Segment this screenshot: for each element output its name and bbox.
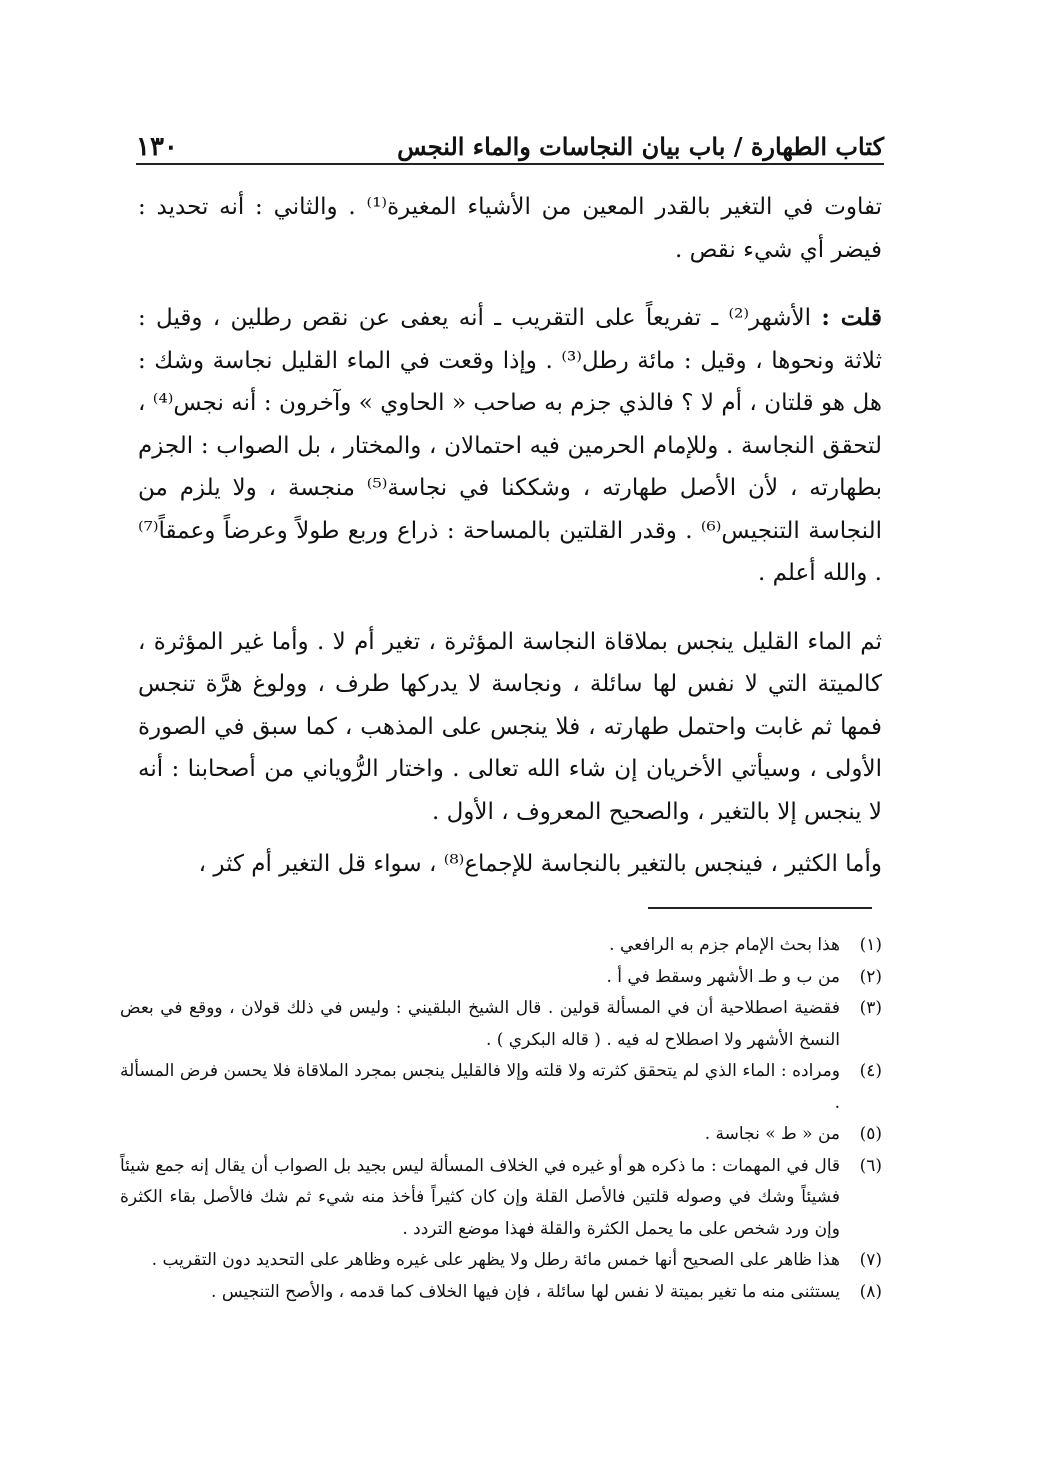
- footnote-text: من « ط » نجاسة .: [704, 1124, 840, 1144]
- footnote: [120, 1151, 882, 1246]
- footnote-number: (٨): [859, 1281, 882, 1302]
- paragraph-text: الأشهر⁽²⁾ ـ تفريعاً على التقريب ـ أنه يعفى عن نقص رطلين ، وقيل : ثلاثة ونحوها ، وقيل : مائة رطل⁽³⁾ . وإذا وقعت في الماء القليل نجاسة وشك : هل هو قلتان ، أم لا ؟ فالذي جزم به صاحب « الحاوي » وآخرون : أنه نجس⁽⁴⁾ ، لتحقق النجاسة . وللإمام الحرمين فيه احتمالان ، والمختار ، بل الصواب : الجزم بطهارته ، لأن الأصل طهارته ، وشككنا في نجاسة⁽⁵⁾ منجسة ، ولا يلزم من النجاسة التنجيس⁽⁶⁾ . وقدر القلتين بالمساحة : ذراع وربع طولاً وعرضاً وعمقاً⁽⁷⁾ . والله أعلم .: [138, 305, 882, 586]
- footnote-number: (٤): [859, 1061, 882, 1081]
- paragraph: [138, 297, 882, 595]
- footnote: [120, 1245, 882, 1277]
- paragraph: [138, 621, 882, 834]
- paragraph: [138, 186, 882, 271]
- footnote-text: يستثنى منه ما تغير بميتة لا نفس لها سائلة ، فإن فيها الخلاف كما قدمه ، والأصح التنجيس .: [211, 1281, 840, 1302]
- footnote-text: قال في المهمات : ما ذكره هو أو غيره في الخلاف المسألة ليس بجيد بل الصواب أن يقال إنه جمع شيئاً فشيئاً وشك في وصوله قلتين فالأصل القلة وإن كان كثيراً فأخذ منه شيء ثم شك فالأصل بقاء الكثرة وإن ورد شخص على ما يحمل الكثرة والقلة فهذا موضع التردد .: [120, 1155, 840, 1239]
- footnote: [120, 930, 882, 962]
- footnote: [120, 993, 882, 1056]
- paragraph-text: تفاوت في التغير بالقدر المعين من الأشياء المغيرة⁽¹⁾ . والثاني : أنه تحديد : فيضر أي شيء نقص .: [138, 194, 882, 263]
- footnotes: [120, 930, 882, 1308]
- footnote-text: هذا بحث الإمام جزم به الرافعي .: [609, 935, 840, 955]
- page-number: ١٣٠: [136, 132, 178, 162]
- footnote-number: (٦): [859, 1155, 882, 1176]
- footnote-number: (٥): [859, 1124, 882, 1144]
- footnote-number: (١): [859, 935, 882, 955]
- header-divider: [136, 163, 884, 165]
- footnote-text: فقضية اصطلاحية أن في المسألة قولين . قال الشيخ البلقيني : وليس في ذلك قولان ، ووقع في بعض النسخ الأشهر ولا اصطلاح له فيه . ( قاله البكري ) .: [120, 998, 840, 1050]
- paragraph: [138, 843, 882, 886]
- footnote: [120, 1277, 882, 1309]
- footnote-number: (٣): [859, 998, 882, 1018]
- footnote-text: هذا ظاهر على الصحيح أنها خمس مائة رطل ولا يظهر على غيره وظاهر على التحديد دون التقريب .: [151, 1250, 840, 1270]
- footnote-number: (٢): [859, 966, 882, 987]
- main-text: [138, 186, 882, 886]
- page-header: [136, 122, 884, 162]
- footnote: [120, 962, 882, 994]
- paragraph-text: ثم الماء القليل ينجس بملاقاة النجاسة المؤثرة ، تغير أم لا . وأما غير المؤثرة ، كالميتة التي لا نفس لها سائلة ، ونجاسة لا يدركها طرف ، وولوغ هرَّة تنجس فمها ثم غابت واحتمل طهارته ، فلا ينجس على المذهب ، كما سبق في الصورة الأولى ، وسيأتي الأخريان إن شاء الله تعالى . واختار الرُّوياني من أصحابنا : أنه لا ينجس إلا بالتغير ، والصحيح المعروف ، الأول .: [138, 628, 882, 825]
- footnote-divider: [648, 907, 872, 909]
- running-title: كتاب الطهارة / باب بيان النجاسات والماء النجس: [397, 132, 884, 161]
- paragraph-lead: قلت :: [821, 304, 882, 331]
- footnote-text: من ب و طـ الأشهر وسقط في أ .: [606, 966, 840, 987]
- footnote-text: ومراده : الماء الذي لم يتحقق كثرته ولا قلته وإلا فالقليل ينجس بمجرد الملاقاة فلا يحسن فرض المسألة .: [120, 1061, 840, 1113]
- footnote-number: (٧): [859, 1250, 882, 1270]
- footnote: [120, 1056, 882, 1119]
- footnote: [120, 1119, 882, 1151]
- paragraph-text: وأما الكثير ، فينجس بالتغير بالنجاسة للإجماع⁽⁸⁾ ، سواء قل التغير أم كثر ،: [198, 851, 882, 877]
